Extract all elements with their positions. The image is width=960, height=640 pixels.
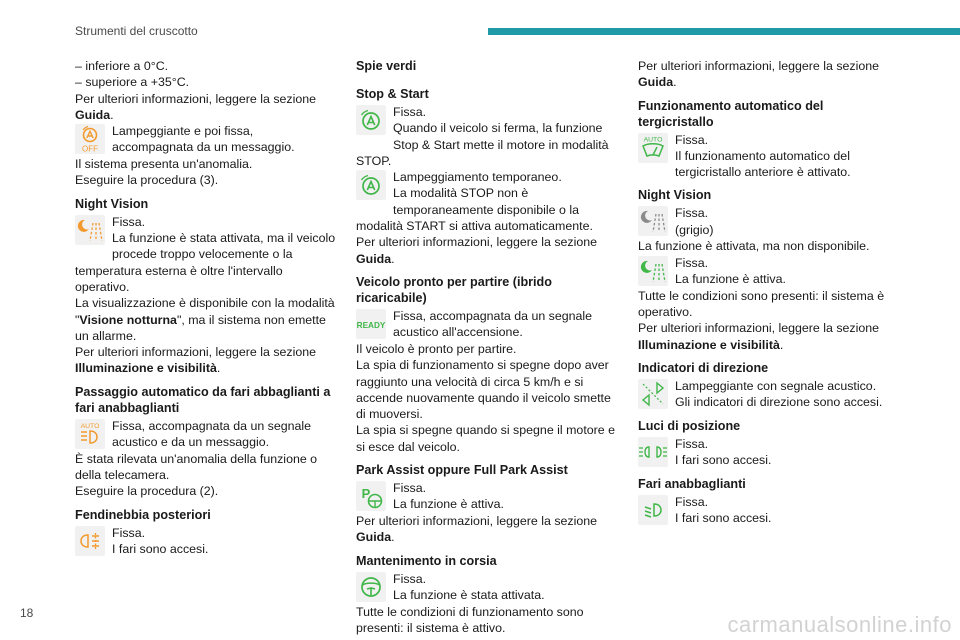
heading-direction-indicators: Indicatori di direzione bbox=[638, 360, 769, 375]
svg-text:OFF: OFF bbox=[82, 144, 98, 154]
direction-entry: Lampeggiante con segnale acustico. Gli indicatori di direzione sono accesi. bbox=[638, 378, 900, 411]
heading-ready: Veicolo pronto per partire (ibrido ricaricabile) bbox=[356, 274, 552, 305]
rear-fog-light-icon bbox=[75, 526, 105, 556]
list-item: – superiore a +35°C. bbox=[75, 75, 190, 90]
auto-high-beam-icon bbox=[75, 419, 105, 449]
heading-night-vision: Night Vision bbox=[638, 188, 712, 203]
column-3: Per ulteriori informazioni, leggere la sezione Guida. Funzionamento automatico del tergicristallo AUTO Fissa. Il funzionamento automatico del tergicristallo anteriore è attivato. Night Vision Fissa. (grigio) La funzione è attivata, ma non disponibile. Fissa. La funzione è attiva. Tutte le condizioni sono presenti: il sistema è operativo. Per ulteriori informazioni, leggere la sezione Illuminazione e visibilità. Indicatori di direzione Lampeggiante con segnale acustico. Gli indicatori di direzione sono accesi. Luci di posizione Fissa. I fari sono accesi. Fari anabbaglianti Fissa. I fari sono accesi. bbox=[638, 58, 900, 527]
night-vision-icon bbox=[638, 206, 668, 236]
svg-text:AUTO: AUTO bbox=[80, 422, 100, 430]
list-item: – inferiore a 0°C. bbox=[75, 59, 169, 73]
watermark: carmanualsonline.info bbox=[727, 612, 952, 637]
night-vision-grey-entry: Fissa. (grigio) bbox=[638, 205, 900, 238]
night-vision-icon bbox=[75, 215, 105, 245]
low-beam-icon bbox=[638, 495, 668, 525]
heading-park-assist: Park Assist oppure Full Park Assist bbox=[356, 463, 568, 478]
column-1: – inferiore a 0°C. – superiore a +35°C. Per ulteriori informazioni, leggere la sezione Guida. OFF Lampeggiante e poi fissa, accompagnata da un messaggio. Il sistema presenta un'anomalia. Eseguire la procedura (3). Night Vision Fissa. La funzione è stata attivata, ma il veicolo procede troppo velocemente o la temperatura esterna è oltre l'intervallo operativo. La visualizzazione è disponibile con la modalità "Visione notturna", ma il sistema non emette un allarme. Per ulteriori informazioni, leggere la sezione Illuminazione e visibilità. Passaggio automatico da fari abbaglianti a fari anabbaglianti AUTO Fissa, accompagnata da un segnale acustico e da un messaggio. È stata rilevata un'anomalia della funzione o della telecamera. Eseguire la procedura (2). Fendinebbia posteriori Fissa. I fari sono accesi. bbox=[75, 59, 336, 556]
heading-auto-beam: Passaggio automatico da fari abbaglianti a fari anabbaglianti bbox=[75, 384, 331, 415]
stop-start-entry: Fissa. Quando il veicolo si ferma, la funzione Stop & Start mette il motore in modalità STOP. bbox=[356, 105, 609, 168]
steering-wheel-icon bbox=[356, 572, 386, 602]
heading-lane-keeping: Mantenimento in corsia bbox=[356, 553, 497, 568]
night-vision-green-entry: Fissa. La funzione è attiva. bbox=[638, 255, 900, 288]
auto-beam-entry: AUTO Fissa, accompagnata da un segnale acustico e da un messaggio. bbox=[75, 418, 337, 451]
ready-icon bbox=[356, 309, 386, 339]
stop-start-icon bbox=[356, 170, 386, 200]
night-vision-entry: Fissa. La funzione è stata attivata, ma il veicolo procede troppo velocemente o la temperatura esterna è oltre l'intervallo operativo. bbox=[75, 214, 336, 294]
heading-night-vision: Night Vision bbox=[75, 196, 149, 211]
heading-rear-fog: Fendinebbia posteriori bbox=[75, 507, 211, 522]
column-2: Spie verdi Stop & Start Fissa. Quando il veicolo si ferma, la funzione Stop & Start mette il motore in modalità STOP. Lampeggiamento temporaneo. La modalità STOP non è temporaneamente disponibile o la modalità START si attiva automaticamente. Per ulteriori informazioni, leggere la sezione Guida. Veicolo pronto per partire (ibrido ricaricabile) READY Fissa, accompagnata da un segnale acustico all'accensione. Il veicolo è pronto per partire. La spia di funzionamento si spegne dopo aver raggiunto una velocità di circa 5 km/h e si accende nuovamente quando il veicolo smette di muoversi. La spia si spegne quando si spegne il motore e si esce dal veicolo. Park Assist oppure Full Park Assist P Fissa. La funzione è attiva. Per ulteriori informazioni, leggere la sezione Guida. Mantenimento in corsia Fissa. La funzione è stata attivata. Tutte le condizioni di funzionamento sono presenti: il sistema è attivo. bbox=[356, 58, 618, 636]
park-assist-icon bbox=[356, 481, 386, 511]
position-lights-icon bbox=[638, 437, 668, 467]
section-title: Strumenti del cruscotto bbox=[75, 24, 198, 38]
stop-start-flash-entry: Lampeggiamento temporaneo. La modalità STOP non è temporaneamente disponibile o la modalità START si attiva automaticamente. bbox=[356, 170, 593, 234]
turn-signal-icon bbox=[638, 379, 668, 409]
svg-text:AUTO: AUTO bbox=[643, 136, 663, 144]
auto-wiper-icon bbox=[638, 133, 668, 163]
page-number: 18 bbox=[20, 606, 34, 620]
heading-stop-start: Stop & Start bbox=[356, 87, 429, 101]
auto-wipe-entry: AUTO Fissa. Il funzionamento automatico del tergicristallo anteriore è attivato. bbox=[638, 132, 900, 181]
svg-text:P: P bbox=[361, 486, 371, 502]
paragraph: Per ulteriori informazioni, leggere la sezione Guida. bbox=[75, 91, 317, 122]
position-lights-entry: Fissa. I fari sono accesi. bbox=[638, 436, 900, 469]
stop-start-off-icon bbox=[75, 124, 105, 154]
low-beam-entry: Fissa. I fari sono accesi. bbox=[638, 494, 900, 527]
park-assist-entry: P Fissa. La funzione è attiva. bbox=[356, 480, 618, 513]
rear-fog-entry: Fissa. I fari sono accesi. bbox=[75, 525, 337, 558]
lane-keeping-entry: Fissa. La funzione è stata attivata. bbox=[356, 571, 618, 604]
stop-start-off-entry: OFF Lampeggiante e poi fissa, accompagnata da un messaggio. bbox=[75, 123, 337, 156]
heading-low-beam: Fari anabbaglianti bbox=[638, 476, 746, 491]
stop-start-icon bbox=[356, 105, 386, 135]
night-vision-icon bbox=[638, 256, 668, 286]
heading-position-lights: Luci di posizione bbox=[638, 418, 741, 433]
heading-auto-wipe: Funzionamento automatico del tergicristallo bbox=[638, 98, 824, 129]
header-accent-bar bbox=[488, 28, 960, 35]
svg-text:READY: READY bbox=[356, 320, 386, 330]
ready-entry: READY Fissa, accompagnata da un segnale acustico all'accensione. bbox=[356, 308, 593, 340]
section-heading-green-lights: Spie verdi bbox=[356, 59, 417, 73]
